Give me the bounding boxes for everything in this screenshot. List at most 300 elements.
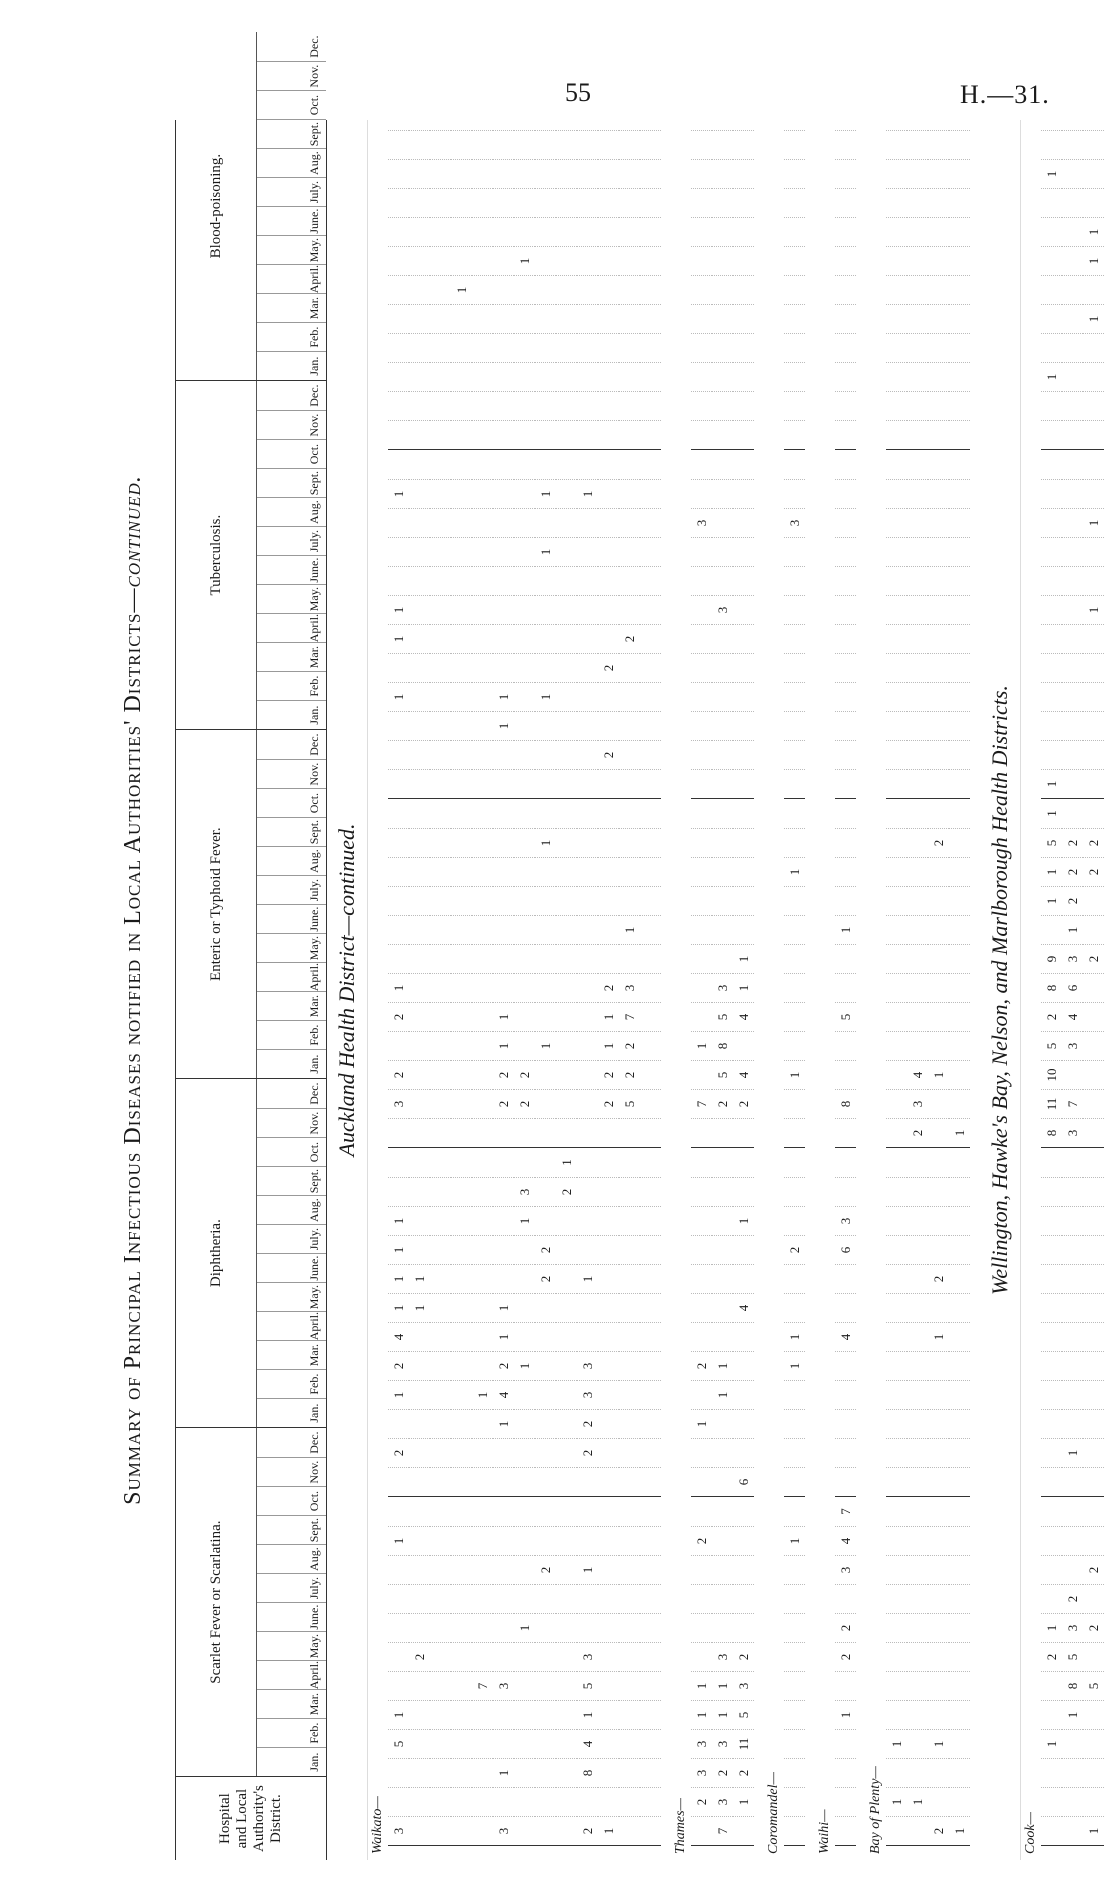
document-reference: H.—31. — [960, 80, 1050, 109]
case-count-cell — [619, 857, 640, 886]
case-count-cell — [619, 595, 640, 624]
case-count-cell — [472, 1118, 493, 1147]
disease-name: Tuberculosis. — [176, 381, 257, 729]
case-count-cell — [1062, 479, 1083, 508]
case-count-cell — [886, 1322, 907, 1351]
case-count-cell — [949, 1089, 970, 1118]
case-count-cell — [886, 1758, 907, 1787]
case-count-cell: 3 — [388, 1816, 409, 1845]
case-count-cell — [928, 217, 949, 246]
case-count-cell — [451, 391, 472, 420]
case-count-cell — [1041, 508, 1062, 537]
local-authority-name — [535, 1845, 556, 1860]
month-header: Aug. — [257, 497, 326, 526]
case-count-cell — [1083, 188, 1104, 217]
local-authority-name — [451, 1845, 472, 1860]
case-count-cell — [598, 333, 619, 362]
case-count-cell — [907, 1671, 928, 1700]
table-header — [176, 35, 327, 1860]
disease-header — [176, 1078, 326, 1427]
month-header: Dec. — [307, 1082, 321, 1105]
case-count-cell — [577, 450, 598, 479]
case-count-cell — [1062, 799, 1083, 828]
table-row — [493, 120, 514, 1860]
month-header: July. — [257, 526, 326, 555]
month-header: May. — [257, 584, 326, 613]
case-count-cell: 2 — [409, 1642, 430, 1671]
case-count-cell — [784, 1758, 805, 1787]
case-count-cell — [451, 217, 472, 246]
case-count-cell — [598, 217, 619, 246]
disease-header — [176, 1427, 326, 1776]
case-count-cell — [472, 1351, 493, 1380]
case-count-cell: 1 — [598, 1816, 619, 1845]
case-count-cell — [835, 973, 856, 1002]
case-count-cell: 2 — [835, 1642, 856, 1671]
case-count-cell — [907, 1409, 928, 1438]
case-count-cell — [409, 1002, 430, 1031]
case-count-cell — [928, 333, 949, 362]
case-count-cell — [619, 799, 640, 828]
table-row — [733, 120, 754, 1860]
case-count-cell — [949, 420, 970, 449]
case-count-cell — [472, 711, 493, 740]
case-count-cell — [640, 537, 661, 566]
case-count-cell — [451, 1031, 472, 1060]
case-count-cell — [619, 1642, 640, 1671]
case-count-cell — [640, 915, 661, 944]
case-count-cell — [493, 1700, 514, 1729]
case-count-cell — [430, 828, 451, 857]
case-count-cell — [472, 1002, 493, 1031]
local-authority-label — [715, 1845, 731, 1846]
month-header: Sept. — [257, 1166, 326, 1195]
case-count-cell — [640, 1118, 661, 1147]
case-count-cell — [1062, 362, 1083, 391]
local-authority-label — [538, 1845, 554, 1846]
month-header: Jan. — [257, 1398, 326, 1427]
case-count-cell — [712, 1293, 733, 1322]
case-count-cell — [388, 711, 409, 740]
case-count-cell — [949, 1613, 970, 1642]
case-count-cell — [640, 1467, 661, 1496]
case-count-cell: 1 — [493, 1409, 514, 1438]
case-count-cell — [835, 217, 856, 246]
case-count-cell — [409, 1438, 430, 1467]
case-count-cell: 1 — [598, 1002, 619, 1031]
case-count-cell — [1041, 1351, 1062, 1380]
case-count-cell — [886, 973, 907, 1002]
month-header: Aug. — [257, 846, 326, 875]
local-authority-label — [496, 1845, 512, 1846]
case-count-cell — [949, 1177, 970, 1206]
case-count-cell — [691, 1060, 712, 1089]
case-count-cell — [556, 1322, 577, 1351]
case-count-cell — [451, 304, 472, 333]
local-authority-label — [1065, 1845, 1081, 1846]
case-count-cell — [712, 420, 733, 449]
table-row — [409, 120, 430, 1860]
case-count-cell: 2 — [928, 1816, 949, 1845]
case-count-cell — [886, 275, 907, 304]
case-count-cell — [784, 944, 805, 973]
case-count-cell — [556, 391, 577, 420]
case-count-cell — [835, 420, 856, 449]
case-count-cell — [388, 1642, 409, 1671]
case-count-cell — [556, 1758, 577, 1787]
case-count-cell: 1 — [1083, 304, 1104, 333]
case-count-cell — [640, 391, 661, 420]
case-count-cell — [886, 1613, 907, 1642]
disease-name: Blood-poisoning. — [176, 32, 257, 380]
case-count-cell — [1062, 1787, 1083, 1816]
case-count-cell — [514, 653, 535, 682]
case-count-cell — [928, 944, 949, 973]
case-count-cell — [493, 653, 514, 682]
case-count-cell — [907, 1526, 928, 1555]
case-count-cell: 1 — [493, 1758, 514, 1787]
table-row — [472, 120, 493, 1860]
case-count-cell: 1 — [493, 1031, 514, 1060]
case-count-cell — [409, 1235, 430, 1264]
case-count-cell: 1 — [619, 915, 640, 944]
case-count-cell — [886, 101, 907, 130]
case-count-cell — [388, 1555, 409, 1584]
case-count-cell: 1 — [928, 1729, 949, 1758]
case-count-cell: 1 — [388, 973, 409, 1002]
month-header: May. — [257, 1282, 326, 1311]
case-count-cell: 3 — [784, 508, 805, 537]
case-count-cell — [577, 1089, 598, 1118]
case-count-cell — [1041, 1584, 1062, 1613]
month-header: Jan. — [257, 1049, 326, 1078]
case-count-cell — [451, 1235, 472, 1264]
case-count-cell — [619, 304, 640, 333]
case-count-cell — [907, 1555, 928, 1584]
case-count-cell — [907, 1729, 928, 1758]
case-count-cell: 1 — [493, 1293, 514, 1322]
case-count-cell — [1083, 799, 1104, 828]
case-count-cell — [691, 246, 712, 275]
case-count-cell — [430, 362, 451, 391]
case-count-cell — [949, 1031, 970, 1060]
case-count-cell — [430, 333, 451, 362]
case-count-cell — [619, 1409, 640, 1438]
case-count-cell — [472, 508, 493, 537]
case-count-cell — [928, 1555, 949, 1584]
case-count-cell — [733, 391, 754, 420]
case-count-cell — [535, 1148, 556, 1177]
case-count-cell — [556, 653, 577, 682]
case-count-cell — [928, 1613, 949, 1642]
case-count-cell — [556, 1235, 577, 1264]
case-count-cell — [619, 1118, 640, 1147]
case-count-cell — [784, 246, 805, 275]
case-count-cell — [472, 1787, 493, 1816]
case-count-cell — [733, 1816, 754, 1845]
case-count-cell — [472, 1613, 493, 1642]
case-count-cell — [1041, 711, 1062, 740]
case-count-cell — [472, 1089, 493, 1118]
case-count-cell — [835, 1787, 856, 1816]
case-count-cell: 3 — [514, 1177, 535, 1206]
case-count-cell — [493, 275, 514, 304]
table-row — [514, 120, 535, 1860]
case-count-cell: 1 — [514, 1351, 535, 1380]
case-count-cell — [1062, 1409, 1083, 1438]
case-count-cell — [535, 1060, 556, 1089]
case-count-cell: 3 — [1062, 1613, 1083, 1642]
case-count-cell — [1062, 769, 1083, 798]
case-count-cell — [949, 1729, 970, 1758]
case-count-cell — [691, 188, 712, 217]
case-count-cell — [1062, 595, 1083, 624]
case-count-cell — [949, 159, 970, 188]
case-count-cell — [907, 1177, 928, 1206]
table-row — [640, 120, 661, 1860]
case-count-cell — [577, 1787, 598, 1816]
case-count-cell — [430, 217, 451, 246]
case-count-cell — [907, 362, 928, 391]
case-count-cell — [514, 1642, 535, 1671]
month-header: Feb. — [257, 322, 326, 351]
case-count-cell — [451, 682, 472, 711]
case-count-cell — [451, 450, 472, 479]
case-count-cell — [535, 740, 556, 769]
case-count-cell: 1 — [493, 1002, 514, 1031]
case-count-cell — [409, 828, 430, 857]
case-count-cell — [949, 1235, 970, 1264]
case-count-cell — [514, 1729, 535, 1758]
case-count-cell — [1041, 537, 1062, 566]
case-count-cell — [835, 1409, 856, 1438]
case-count-cell — [640, 304, 661, 333]
case-count-cell: 2 — [907, 1118, 928, 1147]
case-count-cell — [472, 479, 493, 508]
case-count-cell — [430, 101, 451, 130]
case-count-cell — [928, 1671, 949, 1700]
case-count-cell — [712, 624, 733, 653]
case-count-cell — [598, 1118, 619, 1147]
case-count-cell: 2 — [598, 1060, 619, 1089]
case-count-cell — [949, 1148, 970, 1177]
case-count-cell — [451, 828, 472, 857]
table-row — [1041, 120, 1062, 1860]
month-header: Nov. — [257, 759, 326, 788]
case-count-cell — [733, 188, 754, 217]
case-count-cell: 1 — [409, 1264, 430, 1293]
case-count-cell — [619, 653, 640, 682]
case-count-cell — [1083, 566, 1104, 595]
case-count-cell — [535, 1322, 556, 1351]
case-count-cell — [1062, 711, 1083, 740]
case-count-cell — [598, 391, 619, 420]
case-count-cell — [619, 188, 640, 217]
case-count-cell — [388, 653, 409, 682]
case-count-cell — [640, 1293, 661, 1322]
case-count-cell — [907, 886, 928, 915]
case-count-cell — [388, 1467, 409, 1496]
case-count-cell — [514, 1031, 535, 1060]
case-count-cell — [430, 130, 451, 159]
case-count-cell — [733, 1555, 754, 1584]
case-count-cell: 2 — [619, 624, 640, 653]
case-count-cell — [949, 1497, 970, 1526]
case-count-cell — [712, 799, 733, 828]
case-count-cell — [1083, 886, 1104, 915]
case-count-cell — [928, 159, 949, 188]
case-count-cell — [733, 1409, 754, 1438]
case-count-cell — [640, 1409, 661, 1438]
case-count-cell — [619, 740, 640, 769]
case-count-cell: 1 — [1083, 246, 1104, 275]
case-count-cell — [712, 828, 733, 857]
case-count-cell — [493, 1438, 514, 1467]
case-count-cell — [1083, 1031, 1104, 1060]
case-count-cell — [430, 537, 451, 566]
case-count-cell — [577, 595, 598, 624]
case-count-cell — [784, 566, 805, 595]
case-count-cell — [619, 479, 640, 508]
case-count-cell — [928, 1467, 949, 1496]
case-count-cell — [451, 1293, 472, 1322]
case-count-cell — [733, 740, 754, 769]
case-count-cell: 2 — [733, 1758, 754, 1787]
case-count-cell — [1062, 1729, 1083, 1758]
case-count-cell — [784, 450, 805, 479]
case-count-cell — [733, 1438, 754, 1467]
case-count-cell — [598, 1351, 619, 1380]
local-authority-label — [580, 1845, 596, 1846]
case-count-cell — [784, 711, 805, 740]
case-count-cell — [472, 1148, 493, 1177]
case-count-cell — [733, 362, 754, 391]
case-count-cell — [409, 159, 430, 188]
case-count-cell — [1083, 1467, 1104, 1496]
case-count-cell — [1083, 362, 1104, 391]
case-count-cell — [691, 1235, 712, 1264]
case-count-cell — [691, 682, 712, 711]
case-count-cell — [598, 1758, 619, 1787]
case-count-cell — [577, 1031, 598, 1060]
case-count-cell — [640, 130, 661, 159]
case-count-cell — [430, 1816, 451, 1845]
case-count-cell — [907, 1351, 928, 1380]
case-count-cell — [640, 653, 661, 682]
case-count-cell — [1041, 1467, 1062, 1496]
case-count-cell — [619, 1322, 640, 1351]
case-count-cell — [388, 217, 409, 246]
case-count-cell — [409, 1177, 430, 1206]
case-count-cell — [907, 1380, 928, 1409]
case-count-cell — [430, 944, 451, 973]
case-count-cell — [451, 1380, 472, 1409]
case-count-cell — [514, 915, 535, 944]
case-count-cell: 1 — [712, 1380, 733, 1409]
case-count-cell — [835, 682, 856, 711]
case-count-cell — [430, 1322, 451, 1351]
case-count-cell: 7 — [619, 1002, 640, 1031]
case-count-cell — [556, 1293, 577, 1322]
case-count-cell: 6 — [1062, 973, 1083, 1002]
case-count-cell — [388, 362, 409, 391]
case-count-cell: 2 — [598, 973, 619, 1002]
case-count-cell — [835, 595, 856, 624]
case-count-cell — [619, 1148, 640, 1177]
case-count-cell — [514, 1148, 535, 1177]
local-authority-label — [643, 1845, 659, 1846]
case-count-cell — [712, 653, 733, 682]
disease-name: Diphtheria. — [176, 1079, 257, 1427]
case-count-cell — [784, 420, 805, 449]
case-count-cell — [577, 159, 598, 188]
case-count-cell — [784, 769, 805, 798]
case-count-cell — [691, 944, 712, 973]
case-count-cell — [1062, 566, 1083, 595]
case-count-cell — [409, 1729, 430, 1758]
case-count-cell — [949, 1438, 970, 1467]
month-header: Dec. — [307, 1431, 321, 1454]
case-count-cell: 3 — [835, 1555, 856, 1584]
case-count-cell — [835, 886, 856, 915]
case-count-cell — [928, 1642, 949, 1671]
case-count-cell — [388, 828, 409, 857]
case-count-cell — [907, 1642, 928, 1671]
case-count-cell — [928, 1118, 949, 1147]
case-count-cell — [784, 624, 805, 653]
case-count-cell — [598, 944, 619, 973]
month-header: May. — [257, 1631, 326, 1660]
case-count-cell — [451, 333, 472, 362]
case-count-cell — [733, 101, 754, 130]
case-count-cell — [691, 1206, 712, 1235]
case-count-cell — [430, 1177, 451, 1206]
case-count-cell — [1062, 1380, 1083, 1409]
case-count-cell — [556, 799, 577, 828]
case-count-cell — [430, 1584, 451, 1613]
case-count-cell — [712, 333, 733, 362]
case-count-cell: 2 — [535, 1235, 556, 1264]
case-count-cell — [388, 188, 409, 217]
case-count-cell — [409, 682, 430, 711]
case-count-cell: 1 — [535, 479, 556, 508]
case-count-cell — [409, 450, 430, 479]
case-count-cell — [784, 1380, 805, 1409]
disease-header — [176, 32, 326, 380]
case-count-cell — [949, 1264, 970, 1293]
case-count-cell — [598, 1613, 619, 1642]
case-count-cell — [472, 566, 493, 595]
case-count-cell — [535, 1526, 556, 1555]
case-count-cell — [430, 159, 451, 188]
case-count-cell — [514, 1438, 535, 1467]
case-count-cell — [430, 857, 451, 886]
case-count-cell — [514, 450, 535, 479]
case-count-cell — [409, 1467, 430, 1496]
case-count-cell — [784, 1438, 805, 1467]
month-header: Oct. — [257, 1137, 326, 1166]
case-count-cell: 5 — [712, 1002, 733, 1031]
local-authority-name — [388, 1845, 409, 1860]
case-count-cell — [619, 508, 640, 537]
case-count-cell — [691, 915, 712, 944]
case-count-cell — [535, 653, 556, 682]
case-count-cell — [835, 479, 856, 508]
case-count-cell — [514, 1671, 535, 1700]
month-header: June. — [257, 904, 326, 933]
case-count-cell — [907, 1206, 928, 1235]
case-count-cell: 1 — [907, 1787, 928, 1816]
